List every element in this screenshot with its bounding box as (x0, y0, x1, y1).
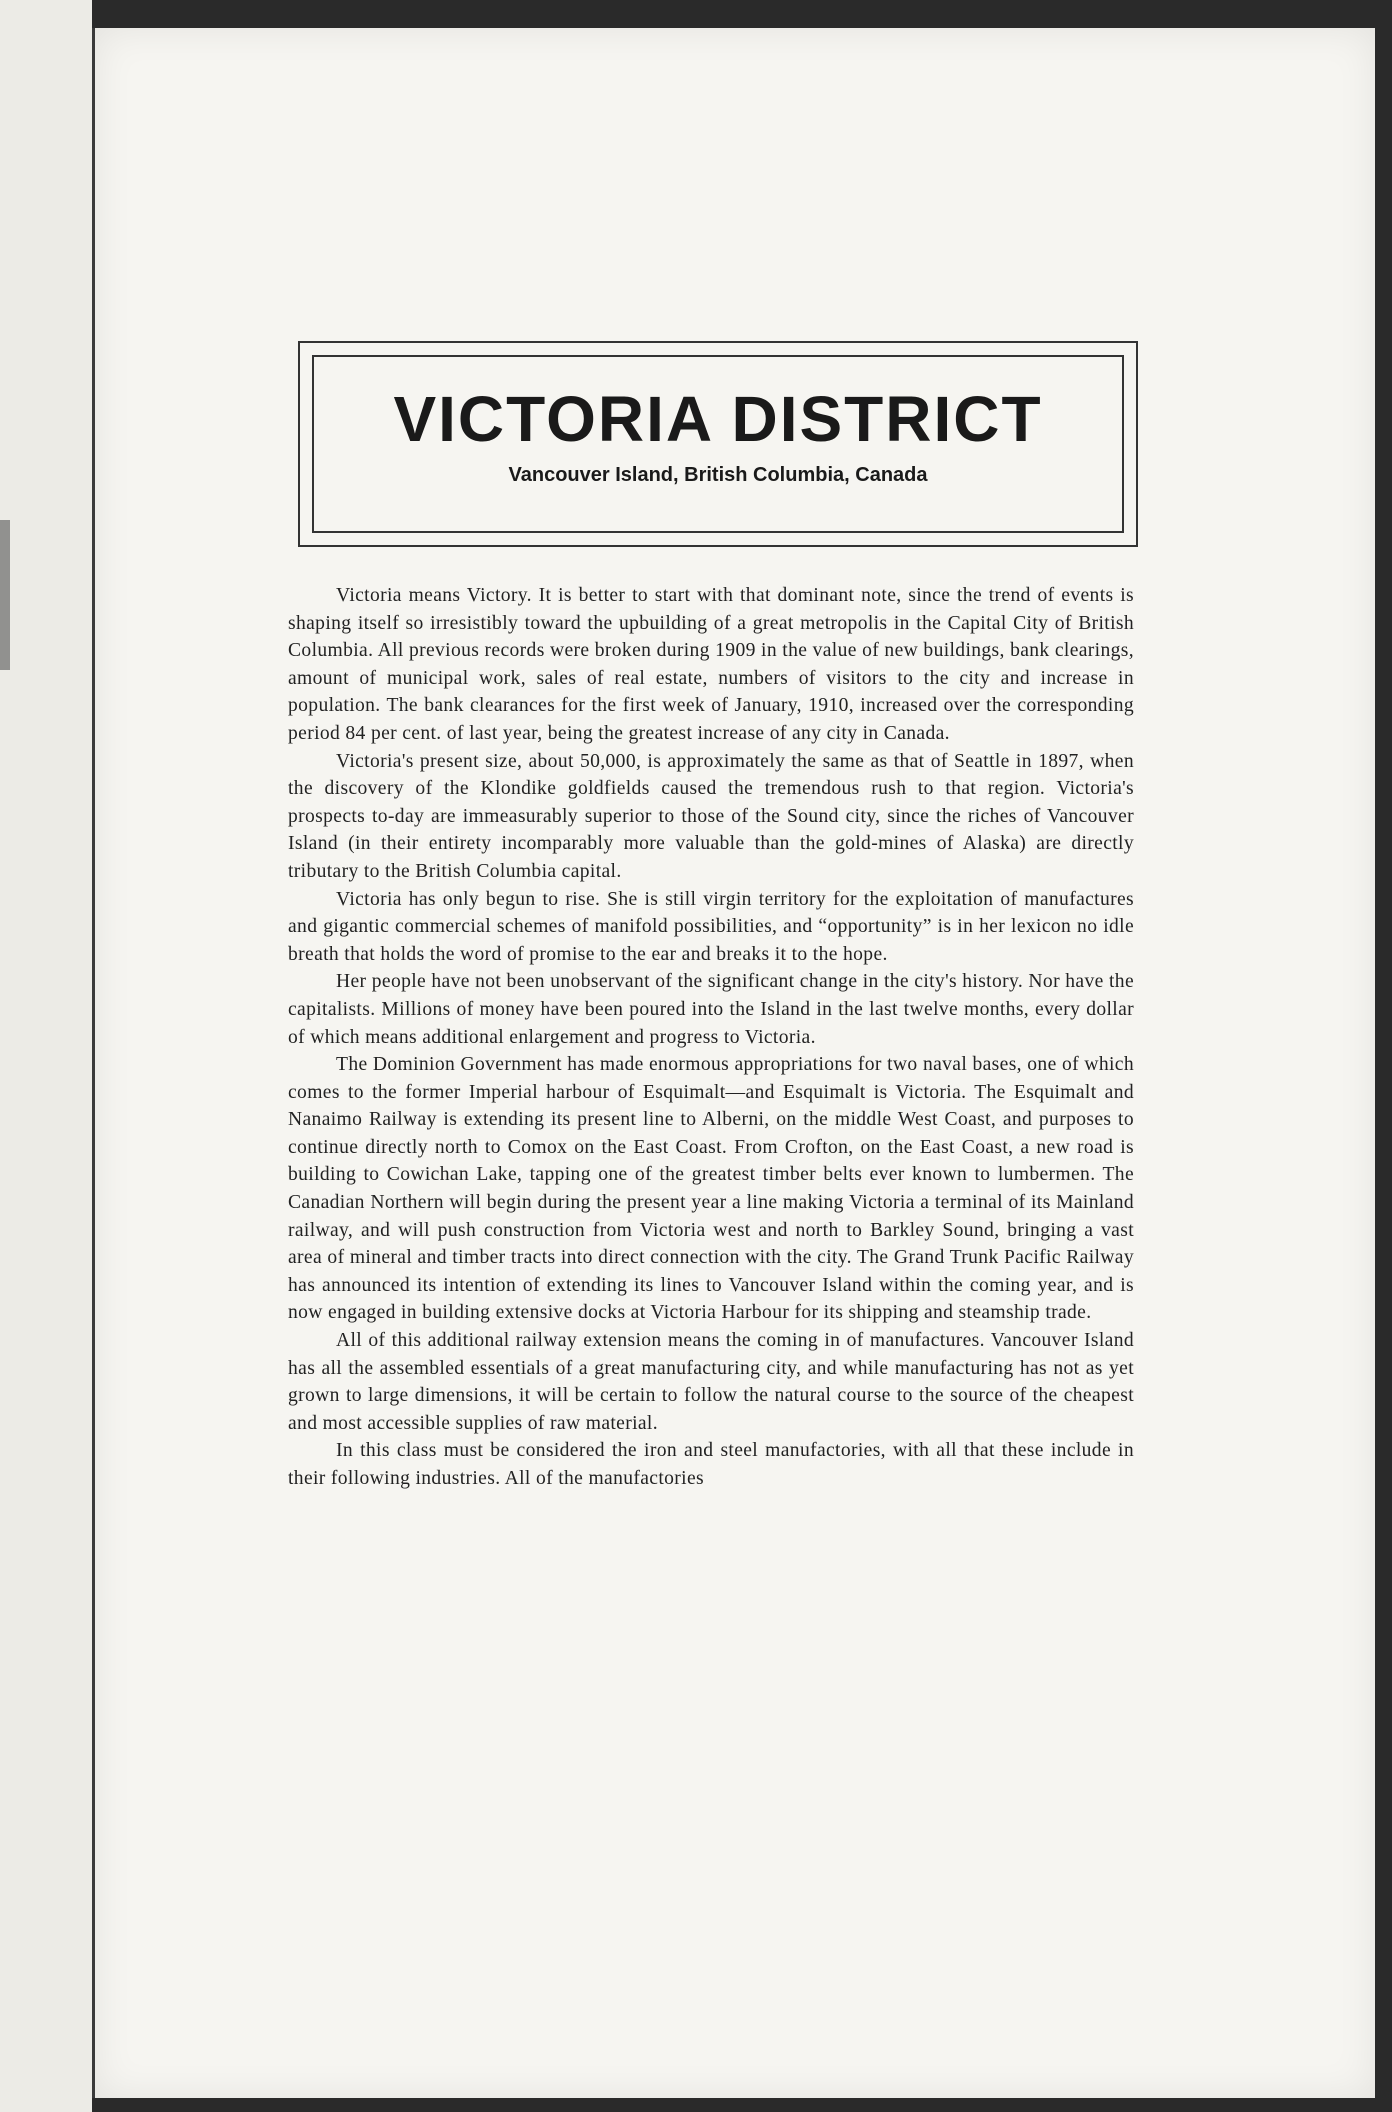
paragraph-3: Victoria has only begun to rise. She is still virgin territory for the exploitation of manufactures and gigantic commercial schemes of manifold possibilities, and “opportunity” is in her lexicon no idle breath that holds the word of promise to the ear and breaks it to the hope. (288, 888, 1134, 965)
page-title: VICTORIA DISTRICT (393, 383, 1043, 455)
title-frame (298, 341, 1138, 547)
paragraph-7: In this class must be considered the iron and steel manufactories, with all that these include in their following industries. All of the manufactories (288, 1440, 1134, 1489)
paragraph-4: Her people have not been unobservant of the significant change in the city's history. Nor have the capitalists. Millions of money have been poured into the Island in the last twelve months, every dollar of which means additional enlargement and progress to Victoria. (288, 971, 1134, 1048)
paragraph-5: The Dominion Government has made enormous appropriations for two naval bases, one of which comes to the former Imperial harbour of Esquimalt—and Esquimalt is Victoria. The Esquimalt and Nanaimo Railway is extending its present line to Alberni, on the middle West Coast, and purposes to continue directly north to Comox on the East Coast. From Crofton, on the East Coast, a new road is building to Cowichan Lake, tapping one of the greatest timber belts ever known to lumbermen. The Canadian Northern will begin during the present year a line making Victoria a terminal of its Mainland railway, and will push construction from Victoria west and north to Barkley Sound, bringing a vast area of mineral and timber tracts into direct connection with the city. The Grand Trunk Pacific Railway has announced its intention of extending its lines to Vancouver Island within the coming year, and is now engaged in building extensive docks at Victoria Harbour for its shipping and steamship trade. (288, 1054, 1134, 1324)
paragraph-1: Victoria means Victory. It is better to start with that dominant note, since the trend of events is shaping itself so irresistibly toward the upbuilding of a great metropolis in the Capital City of British Columbia. All previous records were broken during 1909 in the value of new buildings, bank clearings, amount of municipal work, sales of real estate, numbers of visitors to the city and increase in population. The bank clearances for the first week of January, 1910, increased over the corresponding period 84 per cent. of last year, being the greatest increase of any city in Canada. (288, 585, 1134, 744)
paragraph-6: All of this additional railway extension means the coming in of manufactures. Vancouver Island has all the assembled essentials of a great manufacturing city, and while manufacturing has not as yet grown to large dimensions, it will be certain to follow the natural course to the source of the cheapest and most accessible supplies of raw material. (288, 1330, 1134, 1434)
page-subtitle: Vancouver Island, British Columbia, Canada (508, 464, 928, 486)
facing-page-edge (0, 0, 92, 2112)
paragraph-2: Victoria's present size, about 50,000, is approximately the same as that of Seattle in 1897, when the discovery of the Klondike goldfields caused the tremendous rush to that region. Victoria's prospects to-day are immeasurably superior to those of the Sound city, since the riches of Vancouver Island (in their entirety incomparably more valuable than the gold-mines of Alaska) are directly tributary to the British Columbia capital. (288, 750, 1134, 882)
article-body (288, 582, 1134, 1493)
binding-mark (0, 520, 10, 670)
